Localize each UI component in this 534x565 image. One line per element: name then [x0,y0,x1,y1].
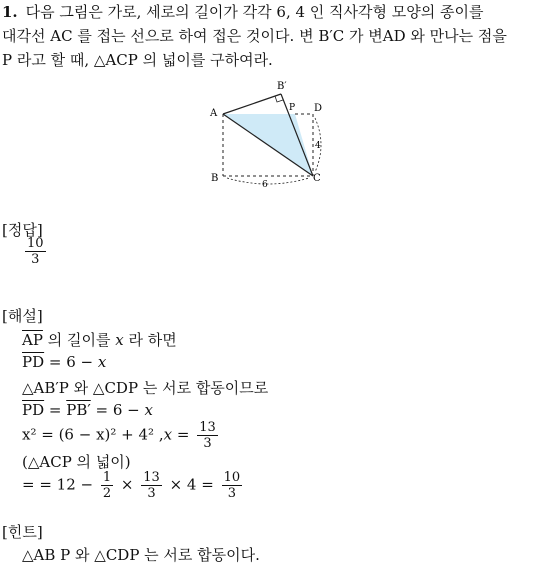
label-b-prime: B′ [277,81,287,92]
folded-side-ab-prime [223,94,281,114]
problem-line-3: P 라고 할 때, △ACP 의 넓이를 구하여라. [2,51,273,69]
answer-header: [정답] [2,221,43,239]
fraction-13-3 [141,470,162,501]
fraction-numerator: 13 [199,420,216,435]
fraction-numerator: 10 [223,470,241,485]
solution-step-4 [22,401,153,419]
label-length-6: 6 [262,180,268,190]
problem-text-1: 다음 그림은 가로, 세로의 길이가 각각 6, 4 인 직사각형 모양의 종이를 [25,3,484,21]
problem-line-2: 대각선 AC 를 접는 선으로 하여 접은 것이다. 변 B′C 가 변AD 와 만나는 점을 [2,27,507,45]
solution-text: = 6 − [44,353,98,371]
segment-ap: $\overline{AP}$ [22,331,43,349]
hint-header: [힌트] [2,523,43,541]
variable-x: x [115,331,124,349]
solution-step-3: △AB′P 와 △CDP 는 서로 합동이므로 [22,379,269,397]
fraction-denominator: 3 [227,486,236,501]
variable-x: x [163,425,173,444]
solution-text: = [172,425,195,444]
solution-step-2 [22,353,106,371]
label-p: P [289,103,296,113]
segment-pd: $\overline{PD}$ [22,353,45,371]
dimension-arc-6 [227,178,309,184]
variable-x: x [97,353,107,371]
answer-value [22,236,49,267]
solution-text: 의 길이를 [42,331,116,349]
solution-step-7 [22,470,245,501]
solution-text: = [44,401,67,419]
solution-text: = = 12 − [22,475,98,494]
fraction-10-3 [222,470,243,501]
solution-text: = 6 − [90,401,145,419]
answer-fraction [25,236,46,267]
answer-numerator: 10 [27,236,44,251]
hint-text: △AB P 와 △CDP 는 서로 합동이다. [22,546,260,564]
problem-line-1 [2,1,484,22]
label-length-4: 4 [315,141,321,151]
fraction-denominator: 3 [203,436,212,451]
problem-number: 1. [2,3,18,21]
fraction-1-2 [101,470,113,501]
solution-step-6: (△ACP 의 넓이) [22,453,131,471]
fraction-denominator: 2 [102,486,112,501]
solution-text: 라 하면 [123,331,177,349]
solution-header: [해설] [2,307,43,325]
solution-step-5 [22,420,221,451]
fraction-numerator: 13 [143,470,160,485]
answer-denominator: 3 [31,252,40,267]
fraction-13-3 [197,420,218,451]
solution-step-1 [22,329,177,350]
equation-pythagorean: x² = (6 − x)² + 4² , [22,425,164,444]
label-a: A [210,108,218,119]
solution-text: × [116,475,139,494]
label-c: C [313,173,321,184]
segment-pd: $\overline{PD}$ [22,401,45,419]
fraction-denominator: 3 [147,486,156,501]
label-d: D [314,103,323,114]
variable-x: x [144,401,153,419]
segment-pb-prime: PB′ [66,401,91,419]
folded-rectangle-figure [205,78,335,190]
label-b: B [211,173,219,184]
solution-text: × 4 = [164,475,219,494]
fraction-numerator: 1 [102,470,112,485]
